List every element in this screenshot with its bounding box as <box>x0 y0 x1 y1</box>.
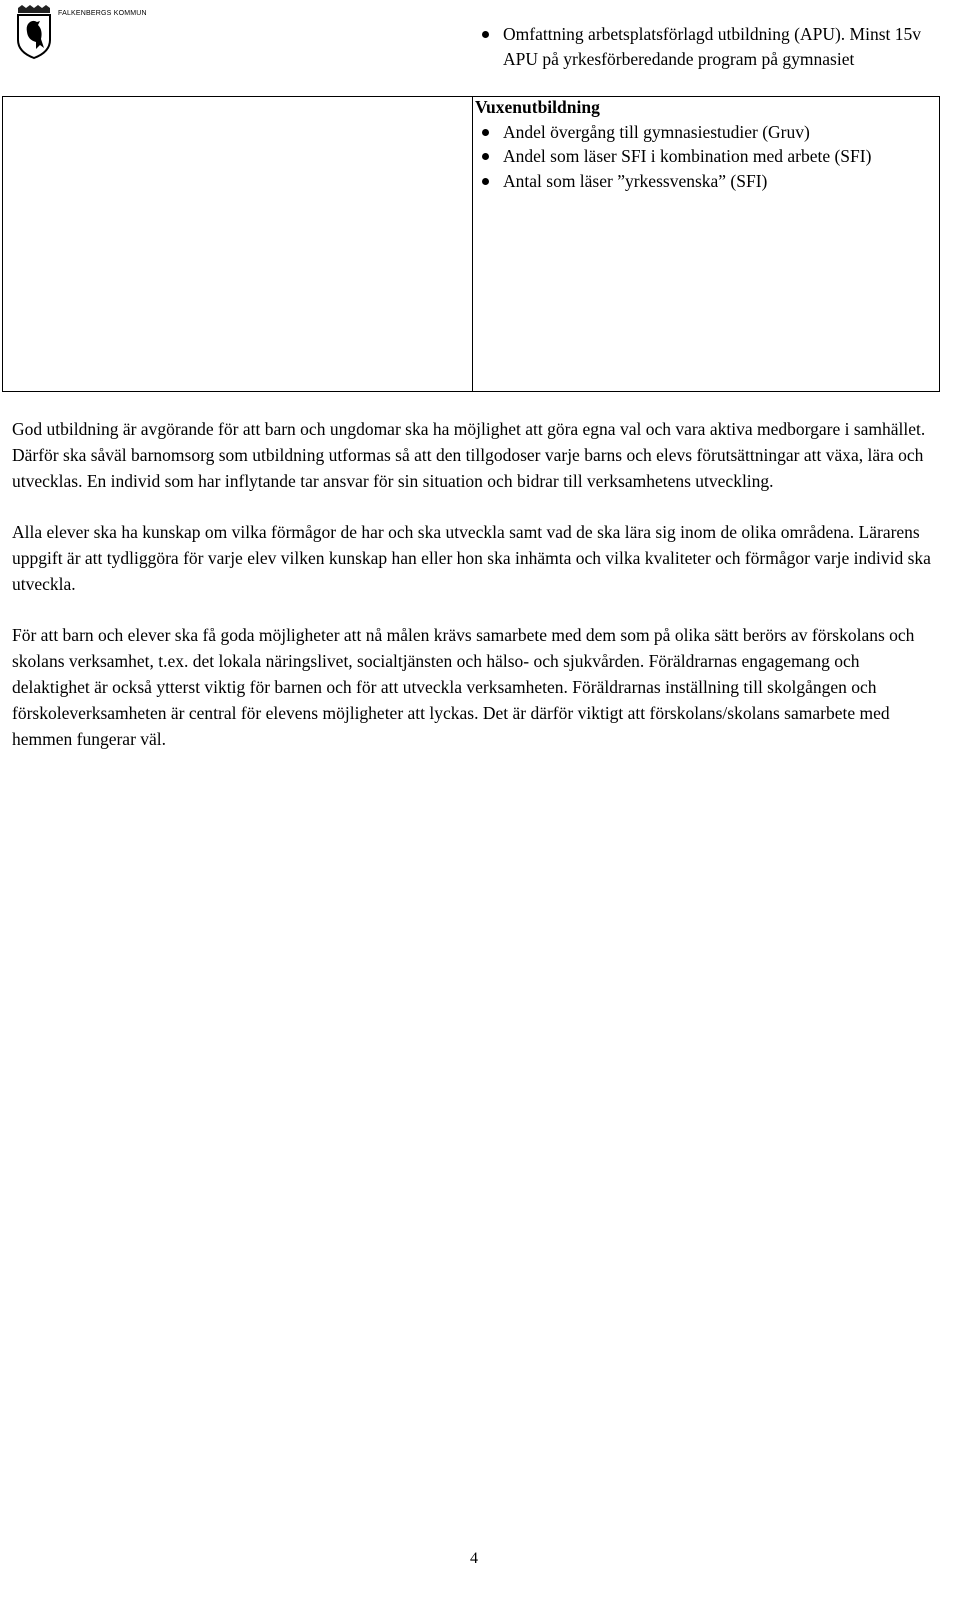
list-item-text: Andel som läser SFI i kombination med arbete (SFI) <box>503 146 872 166</box>
bullet-icon <box>482 153 489 160</box>
list-item-text: Omfattning arbetsplatsförlagd utbildning (APU). Minst 15v APU på yrkesförberedande program på gymnasiet <box>503 24 922 69</box>
body-text <box>12 417 938 778</box>
bullet-icon <box>482 178 489 185</box>
page-number: 4 <box>470 1550 478 1567</box>
table-column-divider <box>472 97 473 391</box>
table-right-cell <box>475 22 930 193</box>
paragraph-samarbete: För att barn och elever ska få goda möjligheter att nå målen krävs samarbete med dem som på olika sätt berörs av förskolans och skolans verksamhet, t.ex. det lokala näringslivet, socialtjänsten och hälso- och sjukvården. Föräldrarnas engagemang och delaktighet är också ytterst viktig för barnen och för att utveckla verksamheten. Föräldrarnas inställning till skolgången och förskoleverksamheten är central för elevens möjligheter att lyckas. Det är därför viktigt att förskolans/skolans samarbete med hemmen fungerar väl. <box>12 625 915 749</box>
municipality-name: FALKENBERGS KOMMUN <box>58 10 147 17</box>
list-item <box>475 120 930 145</box>
list-item <box>475 169 930 194</box>
section-title-vuxenutbildning: Vuxenutbildning <box>475 97 600 117</box>
list-item <box>475 22 930 71</box>
list-item-text: Andel övergång till gymnasiestudier (Gruv) <box>503 121 810 142</box>
paragraph-god-utbildning: God utbildning är avgörande för att barn och ungdomar ska ha möjlighet att göra egna val och vara aktiva medborgare i samhället. Därför ska såväl barnomsorg som utbildning utformas så att den tillgodoser varje barns och elevs förutsättningar att växa, lära och utvecklas. En individ som har inflytande tar ansvar för sin situation och bidrar till verksamhetens utveckling. <box>12 419 926 491</box>
vuxenutbildning-list <box>475 120 930 194</box>
paragraph-alla-elever: Alla elever ska ha kunskap om vilka förmågor de har och ska utveckla samt vad de ska lära sig inom de olika områdena. Lärarens uppgift är att tydliggöra för varje elev vilken kunskap han eller hon ska inhämta och vilka kvaliteter och förmågor varje individ ska utveckla. <box>12 522 931 594</box>
municipality-logo <box>14 4 147 60</box>
apu-list <box>475 22 930 71</box>
bullet-icon <box>482 129 489 136</box>
list-item-text: Antal som läser ”yrkessvenska” (SFI) <box>503 170 768 191</box>
coat-of-arms-bird-icon <box>14 4 54 60</box>
list-item <box>475 144 930 169</box>
bullet-icon <box>482 31 489 38</box>
